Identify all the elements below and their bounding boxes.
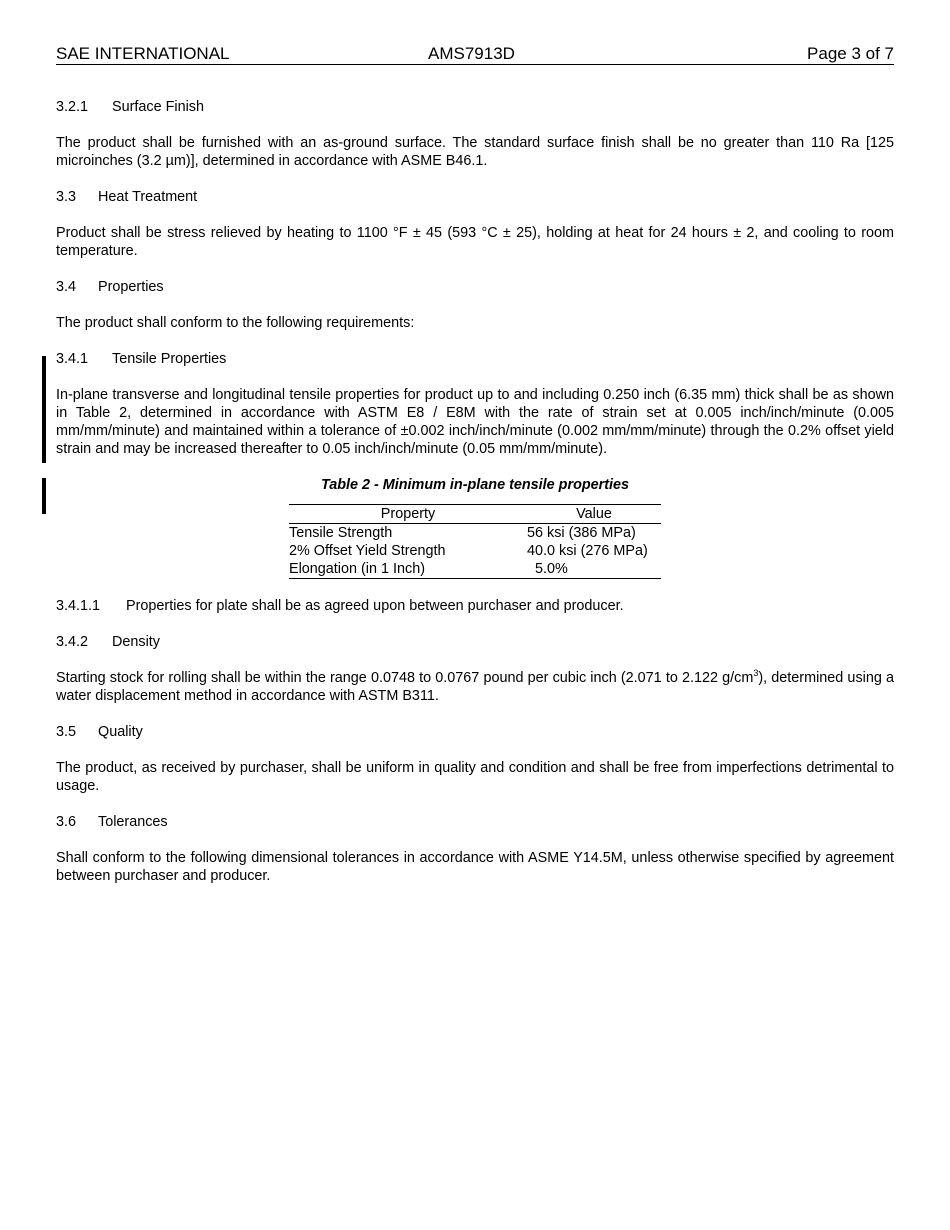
section-title: Properties (98, 279, 164, 295)
table-row (289, 560, 661, 579)
section-number: 3.4.2 (56, 634, 89, 650)
section-heading (56, 813, 894, 831)
tensile-properties-table (289, 504, 661, 579)
section-title: Tensile Properties (112, 351, 227, 367)
section-number: 3.2.1 (56, 99, 89, 115)
section-heading (56, 633, 894, 651)
table-row (289, 542, 661, 560)
section-heading (56, 350, 894, 368)
table-caption: Table 2 - Minimum in-plane tensile properties (320, 477, 630, 493)
section-number: 3.6 (56, 814, 77, 830)
section-number: 3.3 (56, 189, 77, 205)
header-org: SAE INTERNATIONAL (56, 44, 230, 63)
paragraph-text: Properties for plate shall be as agreed upon between purchaser and producer. (126, 598, 624, 614)
section-heading (56, 723, 894, 741)
paragraph: Shall conform to the following dimensional tolerances in accordance with ASME Y14.5M, unless otherwise specified by agreement between purchaser and producer. (56, 850, 894, 884)
section-title: Density (112, 634, 160, 650)
section-number: 3.4.1.1 (56, 598, 101, 614)
table-cell: Elongation (in 1 Inch) (289, 560, 527, 579)
section-number: 3.4.1 (56, 351, 89, 367)
superscript: 3 (753, 668, 759, 679)
section-title: Quality (98, 724, 143, 740)
section-number: 3.5 (56, 724, 77, 740)
paragraph: In-plane transverse and longitudinal tensile properties for product up to and including 0.250 inch (6.35 mm) thick shall be as shown in Table 2, determined in accordance with ASTM E8 / E8M with the rate of strain set at 0.005 inch/inch/minute (0.005 mm/mm/minute) and maintained within a tolerance of ±0.002 inch/inch/minute (0.002 mm/mm/minute) through the 0.2% offset yield strain and may be increased thereafter to 0.05 inch/inch/minute (0.05 mm/mm/minute). (56, 387, 894, 457)
paragraph (56, 669, 894, 705)
change-bar (42, 478, 46, 514)
paragraph-text: Starting stock for rolling shall be within the range 0.0748 to 0.0767 pound per cubic inch (2.071 to 2.122 g/cm (56, 670, 754, 686)
page-header (56, 44, 894, 65)
change-bar (42, 356, 46, 463)
paragraph: The product shall be furnished with an as-ground surface. The standard surface finish shall be no greater than 110 Ra [125 microinches (3.2 µm)], determined in accordance with ASME B46.1. (56, 135, 894, 169)
table-cell: 56 ksi (386 MPa) (527, 525, 636, 541)
table-row (289, 524, 661, 543)
paragraph: The product, as received by purchaser, shall be uniform in quality and condition and shall be free from imperfections detrimental to usage. (56, 760, 894, 794)
section-heading (56, 188, 894, 206)
section-heading (56, 278, 894, 296)
table-cell: Tensile Strength (289, 525, 393, 541)
paragraph-text: ), determined using a water displacement method in accordance with ASTM B311. (56, 670, 894, 704)
header-doc-id: AMS7913D (428, 44, 515, 63)
section-title: Heat Treatment (98, 189, 198, 205)
paragraph: Product shall be stress relieved by heating to 1100 °F ± 45 (593 °C ± 25), holding at heat for 24 hours ± 2, and cooling to room temperature. (56, 225, 894, 259)
section-title: Tolerances (98, 814, 168, 830)
document-body (56, 98, 894, 903)
table-cell: 40.0 ksi (276 MPa) (527, 543, 648, 559)
table-cell: 5.0% (527, 560, 661, 579)
header-page-number: Page 3 of 7 (807, 44, 894, 63)
table-header-property: Property (289, 505, 527, 524)
section-heading (56, 98, 894, 116)
paragraph (56, 597, 894, 615)
table-header-value: Value (527, 505, 661, 524)
paragraph: The product shall conform to the following requirements: (56, 315, 415, 331)
section-number: 3.4 (56, 279, 77, 295)
table-cell: 2% Offset Yield Strength (289, 543, 446, 559)
section-title: Surface Finish (112, 99, 204, 115)
